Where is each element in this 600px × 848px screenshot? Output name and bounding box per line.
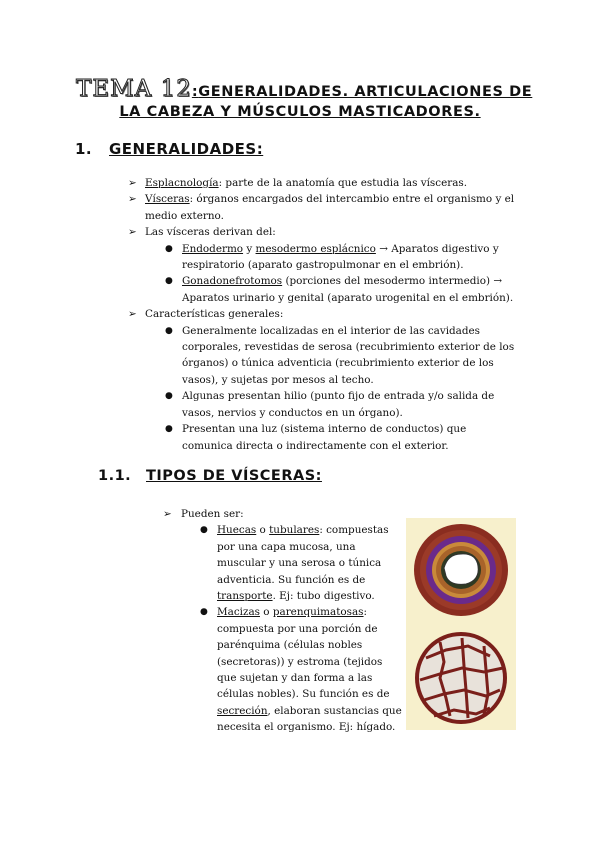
title-colon: :: [191, 84, 199, 100]
term-mesodermo: mesodermo esplácnico: [255, 242, 376, 255]
dot-bullet-icon: ●: [165, 424, 173, 435]
generalidades-list: [128, 175, 520, 454]
dot-bullet-icon: ●: [165, 243, 173, 254]
sublist-item-macizas: [181, 604, 403, 735]
term-parenquimatosas: parenquimatosas: [272, 606, 364, 619]
def-huecas-2: . Ej: tubo digestivo.: [272, 590, 375, 603]
term-transporte: transporte: [217, 590, 273, 603]
def-macizas-1: : compuesta por una porción de parénquima (células nobles (secretoras)) y estroma (tejidos que sujetan y dan forma a las células nobles). Su función es de: [217, 606, 390, 701]
derivan-sublist: [145, 241, 520, 307]
dot-bullet-icon: ●: [200, 607, 208, 618]
section-1-number: 1.: [75, 140, 93, 158]
section-1-heading: [75, 140, 263, 158]
def-gonadonefrotomos: (porciones del mesodermo intermedio) → Aparatos urinario y genital (aparato urogenital en el embrión).: [182, 275, 514, 304]
hollow-viscera-image: [414, 524, 508, 616]
section-1-title: GENERALIDADES:: [109, 140, 264, 158]
caracteristica-2-text: Algunas presentan hilio (punto fijo de entrada y/o salida de vasos, nervios y conductos en un órgano).: [182, 390, 495, 419]
list-item-caracteristicas: [128, 306, 520, 454]
arrow-bullet-icon: ➢: [128, 193, 137, 206]
list-item-pueden-ser: [163, 506, 403, 736]
title-line-2: LA CABEZA Y MÚSCULOS MASTICADORES.: [119, 104, 481, 120]
visceras-illustration: [406, 518, 516, 730]
sublist-item-huecas: [181, 522, 403, 604]
arrow-bullet-icon: ➢: [128, 177, 137, 189]
term-esplacnologia: Esplacnología: [145, 177, 219, 189]
def-endodermo: → Aparatos digestivo y respiratorio (aparato gastropulmonar en el embrión).: [182, 242, 499, 272]
def-esplacnologia: : parte de la anatomía que estudia las vísceras.: [218, 177, 468, 189]
connector-text: y: [243, 242, 256, 255]
term-secrecion: secreción: [217, 704, 268, 717]
dot-bullet-icon: ●: [165, 325, 173, 336]
list-item-derivan: [128, 224, 520, 306]
title-line-1: [76, 76, 546, 102]
def-visceras: : órganos encargados del intercambio entre el organismo y el medio externo.: [145, 193, 515, 222]
sublist-item-localizadas: [145, 323, 520, 389]
tipos-sublist: [181, 522, 403, 735]
arrow-bullet-icon: ➢: [128, 308, 137, 321]
arrow-bullet-icon: ➢: [128, 226, 137, 239]
caracteristica-3-text: Presentan una luz (sistema interno de conductos) que comunica directa o indirectamente con el exterior.: [182, 423, 467, 452]
tema-label: TEMA 12: [76, 76, 192, 102]
def-macizas-2: , elaboran sustancias que necesita el organismo. Ej: hígado.: [217, 704, 402, 734]
term-tubulares: tubulares: [269, 524, 320, 537]
caracteristicas-text: Características generales:: [145, 308, 284, 321]
sublist-item-luz: [145, 421, 520, 454]
term-gonadonefrotomos: Gonadonefrotomos: [182, 275, 283, 288]
visceras-illustration-svg: [406, 518, 516, 730]
term-visceras: Vísceras: [145, 193, 190, 206]
section-1-1-title: TIPOS DE VÍSCERAS:: [146, 468, 322, 484]
list-item-visceras: [128, 191, 520, 224]
connector-text: o: [259, 606, 273, 619]
arrow-bullet-icon: ➢: [163, 508, 172, 520]
pueden-ser-text: Pueden ser:: [181, 508, 244, 520]
sublist-item-gonadonefrotomos: [145, 273, 520, 306]
list-item-esplacnologia: [128, 175, 520, 191]
tipos-list: [163, 506, 403, 736]
term-endodermo: Endodermo: [182, 242, 244, 255]
derivan-text: Las vísceras derivan del:: [145, 226, 276, 239]
connector-text: o: [256, 524, 270, 537]
sublist-item-endodermo: [145, 241, 520, 274]
def-huecas-1: : compuestas por una capa mucosa, una muscular y una serosa o túnica adventicia. Su función es de: [217, 524, 389, 586]
term-huecas: Huecas: [217, 524, 257, 537]
dot-bullet-icon: ●: [200, 525, 208, 536]
solid-viscera-image: [415, 632, 507, 724]
caracteristicas-sublist: [145, 323, 520, 454]
caracteristica-1-text: Generalmente localizadas en el interior de las cavidades corporales, revestidas de serosa (recubrimiento exterior de los órganos) o túnica adventicia (recubrimiento exterior de los vasos), y sujetas por mesos al techo.: [182, 324, 515, 386]
title-text-1: GENERALIDADES. ARTICULACIONES DE: [198, 84, 533, 100]
dot-bullet-icon: ●: [165, 276, 173, 287]
section-1-1-number: 1.1.: [98, 468, 132, 484]
dot-bullet-icon: ●: [165, 391, 173, 402]
term-macizas: Macizas: [217, 606, 260, 619]
section-1-1-heading: [98, 468, 322, 484]
sublist-item-hilio: [145, 388, 520, 421]
